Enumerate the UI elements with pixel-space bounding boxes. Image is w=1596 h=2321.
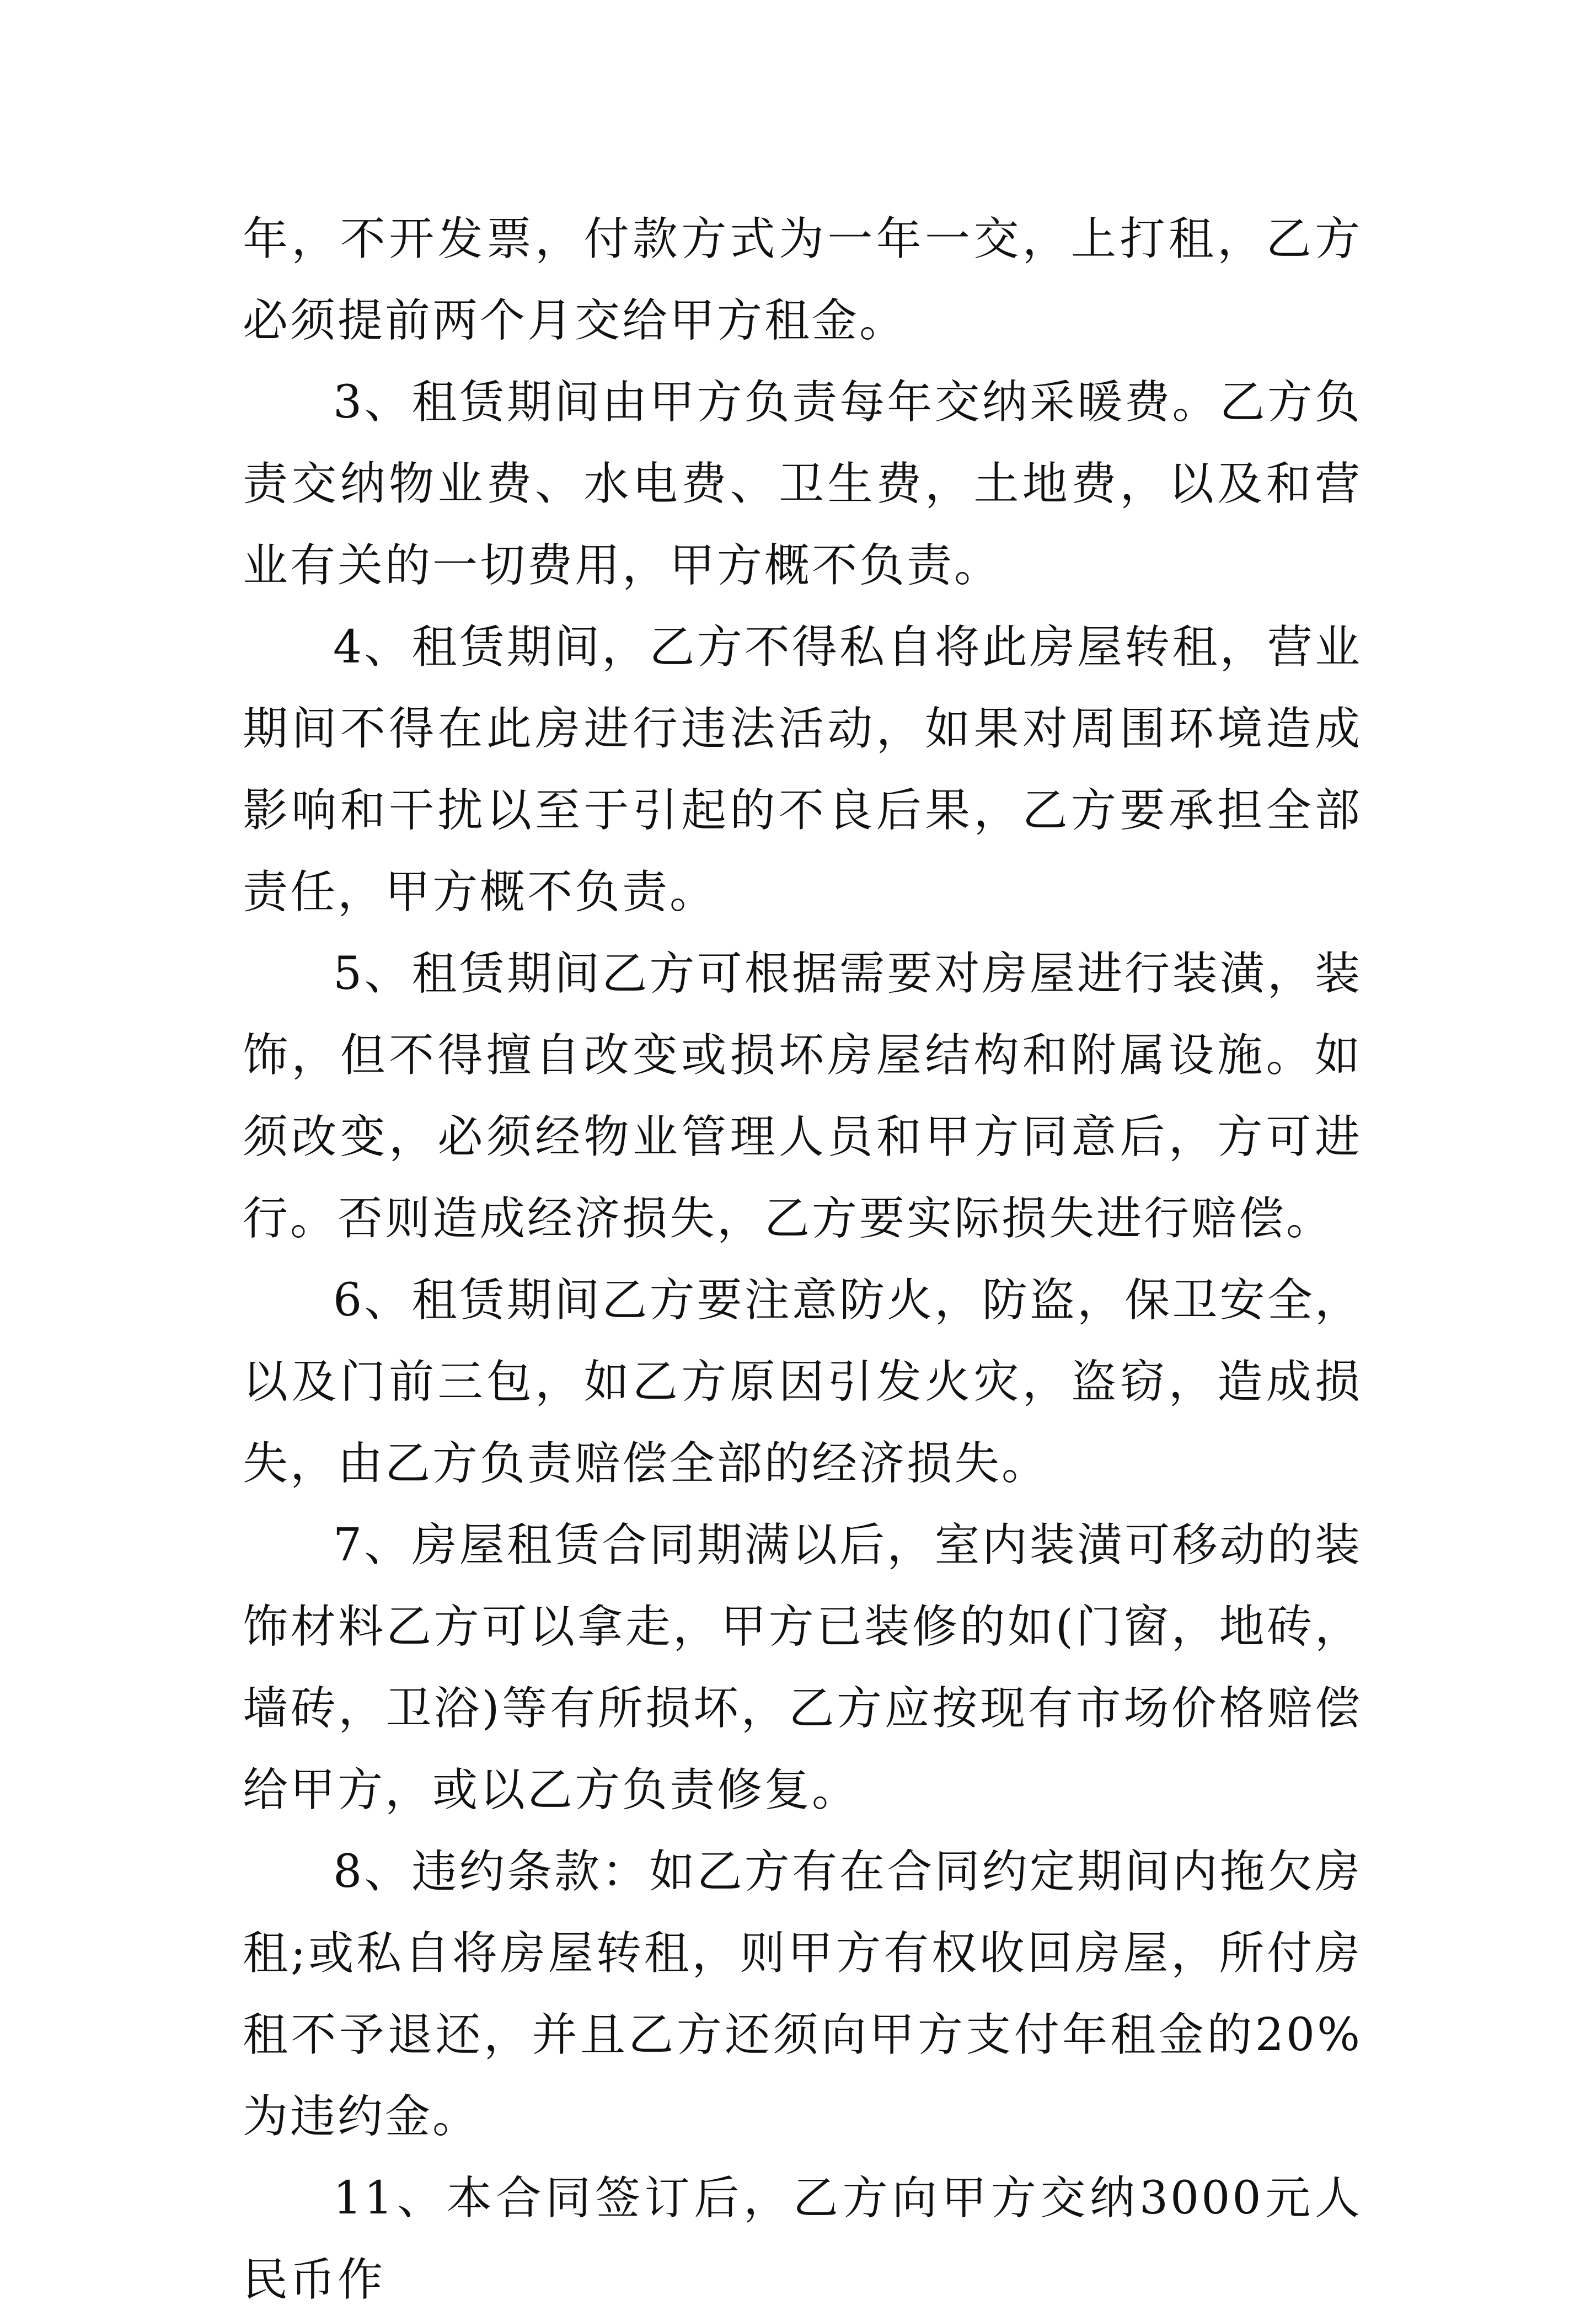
paragraph-payment-terms: 年，不开发票，付款方式为一年一交，上打租，乙方必须提前两个月交给甲方租金。: [243, 213, 1362, 347]
paragraph-clause-7: 7、房屋租赁合同期满以后，室内装潢可移动的装饰材料乙方可以拿走，甲方已装修的如(门窗，地砖，墙砖，卫浴)等有所损坏，乙方应按现有市场价格赔偿给甲方，或以乙方负责修复。: [243, 1519, 1362, 1816]
paragraph-clause-3: 3、租赁期间由甲方负责每年交纳采暖费。乙方负责交纳物业费、水电费、卫生费，土地费，以及和营业有关的一切费用，甲方概不负责。: [243, 376, 1362, 592]
paragraph-clause-8: 8、违约条款：如乙方有在合同约定期间内拖欠房租;或私自将房屋转租，则甲方有权收回房屋，所付房租不予退还，并且乙方还须向甲方支付年租金的20%为违约金。: [243, 1846, 1362, 2143]
paragraph-clause-6: 6、租赁期间乙方要注意防火，防盗，保卫安全，以及门前三包，如乙方原因引发火灾，盗窃，造成损失，由乙方负责赔偿全部的经济损失。: [243, 1274, 1362, 1490]
paragraph-clause-4: 4、租赁期间，乙方不得私自将此房屋转租，营业期间不得在此房进行违法活动，如果对周围环境造成影响和干扰以至于引起的不良后果，乙方要承担全部责任，甲方概不负责。: [243, 621, 1362, 918]
document-body: [243, 199, 1362, 2321]
paragraph-clause-5: 5、租赁期间乙方可根据需要对房屋进行装潢，装饰，但不得擅自改变或损坏房屋结构和附属设施。如须改变，必须经物业管理人员和甲方同意后，方可进行。否则造成经济损失，乙方要实际损失进行赔偿。: [243, 948, 1362, 1245]
paragraph-clause-11: 11、本合同签订后，乙方向甲方交纳3000元人民币作: [243, 2172, 1362, 2306]
